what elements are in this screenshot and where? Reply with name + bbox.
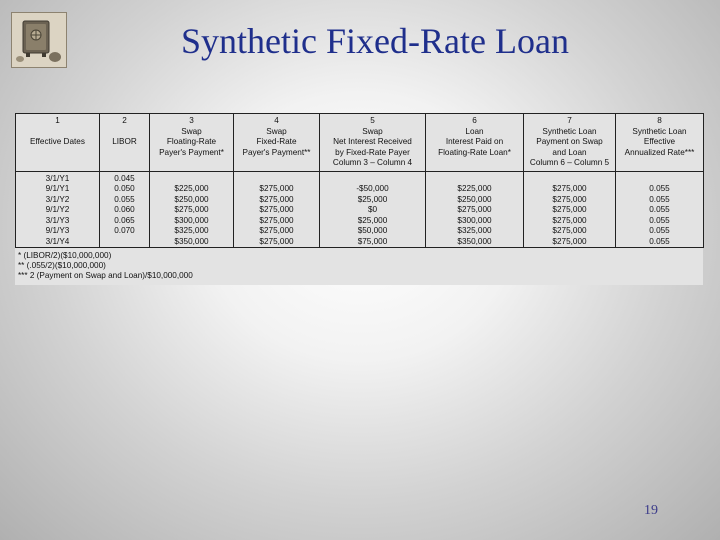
table-footnotes	[18, 251, 193, 281]
column-header-line: LIBOR	[112, 137, 137, 146]
table-row	[16, 184, 704, 195]
column-number: 8	[657, 116, 662, 125]
table-cell: 0.055	[616, 195, 704, 206]
table-cell: $350,000	[150, 237, 234, 248]
table-row	[16, 226, 704, 237]
footnote: ** (.055/2)($10,000,000)	[18, 261, 106, 270]
table-cell: $250,000	[426, 195, 524, 206]
table-cell: 0.065	[100, 216, 150, 227]
column-header-line	[17, 127, 98, 138]
column-header-line: Payer's Payment*	[159, 147, 224, 157]
table-cell: $275,000	[234, 205, 320, 216]
table-cell: 3/1/Y1	[16, 171, 100, 184]
table-row	[16, 171, 704, 184]
column-header-line: Floating-Rate Loan*	[438, 147, 511, 157]
footnote: * (LIBOR/2)($10,000,000)	[18, 251, 112, 260]
column-header-line: Column 3 – Column 4	[332, 158, 413, 167]
table-row	[16, 237, 704, 248]
column-number: 3	[189, 116, 194, 125]
table-cell: $50,000	[320, 226, 426, 237]
slide-title: Synthetic Fixed-Rate Loan	[181, 21, 569, 61]
column-header-line: Swap	[362, 126, 383, 136]
table-cell: $275,000	[234, 195, 320, 206]
table-cell: 3/1/Y4	[16, 237, 100, 248]
table-cell: $275,000	[234, 237, 320, 248]
table-cell: $275,000	[524, 184, 616, 195]
table-cell: 0.055	[616, 205, 704, 216]
column-number: 2	[122, 116, 127, 125]
table-cell	[616, 171, 704, 184]
table-cell	[524, 171, 616, 184]
table-cell: $275,000	[524, 226, 616, 237]
table-cell: 0.055	[100, 195, 150, 206]
table-cell: $225,000	[426, 184, 524, 195]
table-cell	[426, 171, 524, 184]
column-header-line: Net Interest Received	[333, 137, 412, 146]
column-number: 1	[55, 116, 60, 125]
table-cell: 0.060	[100, 205, 150, 216]
column-header-line: Swap	[181, 126, 202, 136]
column-number: 7	[567, 116, 572, 125]
table-cell: 0.055	[616, 216, 704, 227]
column-header-line: Column 6 – Column 5	[529, 158, 610, 167]
table-cell	[100, 237, 150, 248]
table-cell: $25,000	[320, 195, 426, 206]
column-header-line: Annualized Rate***	[624, 147, 695, 157]
column-header-line	[101, 148, 148, 159]
table-cell: 0.055	[616, 184, 704, 195]
column-header-line: and Loan	[552, 147, 587, 157]
table-cell: $275,000	[426, 205, 524, 216]
column-header-line: Effective Dates	[30, 137, 85, 146]
table-cell: $0	[320, 205, 426, 216]
table-cell	[150, 171, 234, 184]
column-header	[234, 114, 320, 172]
column-header	[616, 114, 704, 172]
table-cell: 9/1/Y1	[16, 184, 100, 195]
column-header-line: Effective	[643, 137, 676, 146]
column-header-line: Interest Paid on	[445, 137, 504, 146]
table-cell: 9/1/Y2	[16, 205, 100, 216]
table-cell	[234, 171, 320, 184]
table-cell: 0.055	[616, 237, 704, 248]
table-cell: $275,000	[234, 226, 320, 237]
table-row	[16, 216, 704, 227]
column-number: 5	[370, 116, 375, 125]
table-cell: $75,000	[320, 237, 426, 248]
column-header	[16, 114, 100, 172]
loan-table	[15, 113, 704, 248]
table-cell: $300,000	[150, 216, 234, 227]
table-cell: $275,000	[524, 216, 616, 227]
loan-table-panel	[15, 113, 703, 285]
column-header-line: Payer's Payment**	[242, 147, 311, 157]
column-header	[426, 114, 524, 172]
table-cell: $275,000	[524, 195, 616, 206]
column-header	[524, 114, 616, 172]
table-cell: 3/1/Y3	[16, 216, 100, 227]
table-cell: $325,000	[150, 226, 234, 237]
table-cell: 0.070	[100, 226, 150, 237]
column-header-line	[101, 127, 148, 138]
table-cell	[320, 171, 426, 184]
column-number: 6	[472, 116, 477, 125]
page-number: 19	[644, 503, 658, 518]
column-header	[150, 114, 234, 172]
column-header-line: Swap	[266, 126, 287, 136]
column-header-line: Synthetic Loan	[542, 126, 597, 136]
table-cell: $275,000	[524, 205, 616, 216]
table-cell: $275,000	[234, 216, 320, 227]
table-cell: $325,000	[426, 226, 524, 237]
column-header	[100, 114, 150, 172]
table-cell: 0.055	[616, 226, 704, 237]
column-header-line: Loan	[465, 126, 484, 136]
table-cell: $350,000	[426, 237, 524, 248]
footnote: *** 2 (Payment on Swap and Loan)/$10,000,000	[18, 271, 193, 280]
table-cell: 9/1/Y3	[16, 226, 100, 237]
table-cell: $275,000	[150, 205, 234, 216]
table-cell: $250,000	[150, 195, 234, 206]
column-header-line: Synthetic Loan	[632, 126, 687, 136]
table-row	[16, 195, 704, 206]
table-cell: $275,000	[524, 237, 616, 248]
column-header-line	[17, 148, 98, 159]
table-header-row	[16, 114, 704, 172]
table-cell: $275,000	[234, 184, 320, 195]
column-header-line: Payment on Swap	[536, 137, 603, 146]
table-cell: $225,000	[150, 184, 234, 195]
column-number: 4	[274, 116, 279, 125]
column-header-line: Floating-Rate	[166, 137, 217, 146]
table-row	[16, 205, 704, 216]
table-cell: 3/1/Y2	[16, 195, 100, 206]
column-header-line: by Fixed-Rate Payer	[335, 147, 410, 157]
column-header-line: Fixed-Rate	[256, 137, 297, 146]
column-header	[320, 114, 426, 172]
table-cell: 0.045	[100, 171, 150, 184]
table-cell: 0.050	[100, 184, 150, 195]
table-cell: $300,000	[426, 216, 524, 227]
table-cell: $25,000	[320, 216, 426, 227]
table-cell: -$50,000	[320, 184, 426, 195]
